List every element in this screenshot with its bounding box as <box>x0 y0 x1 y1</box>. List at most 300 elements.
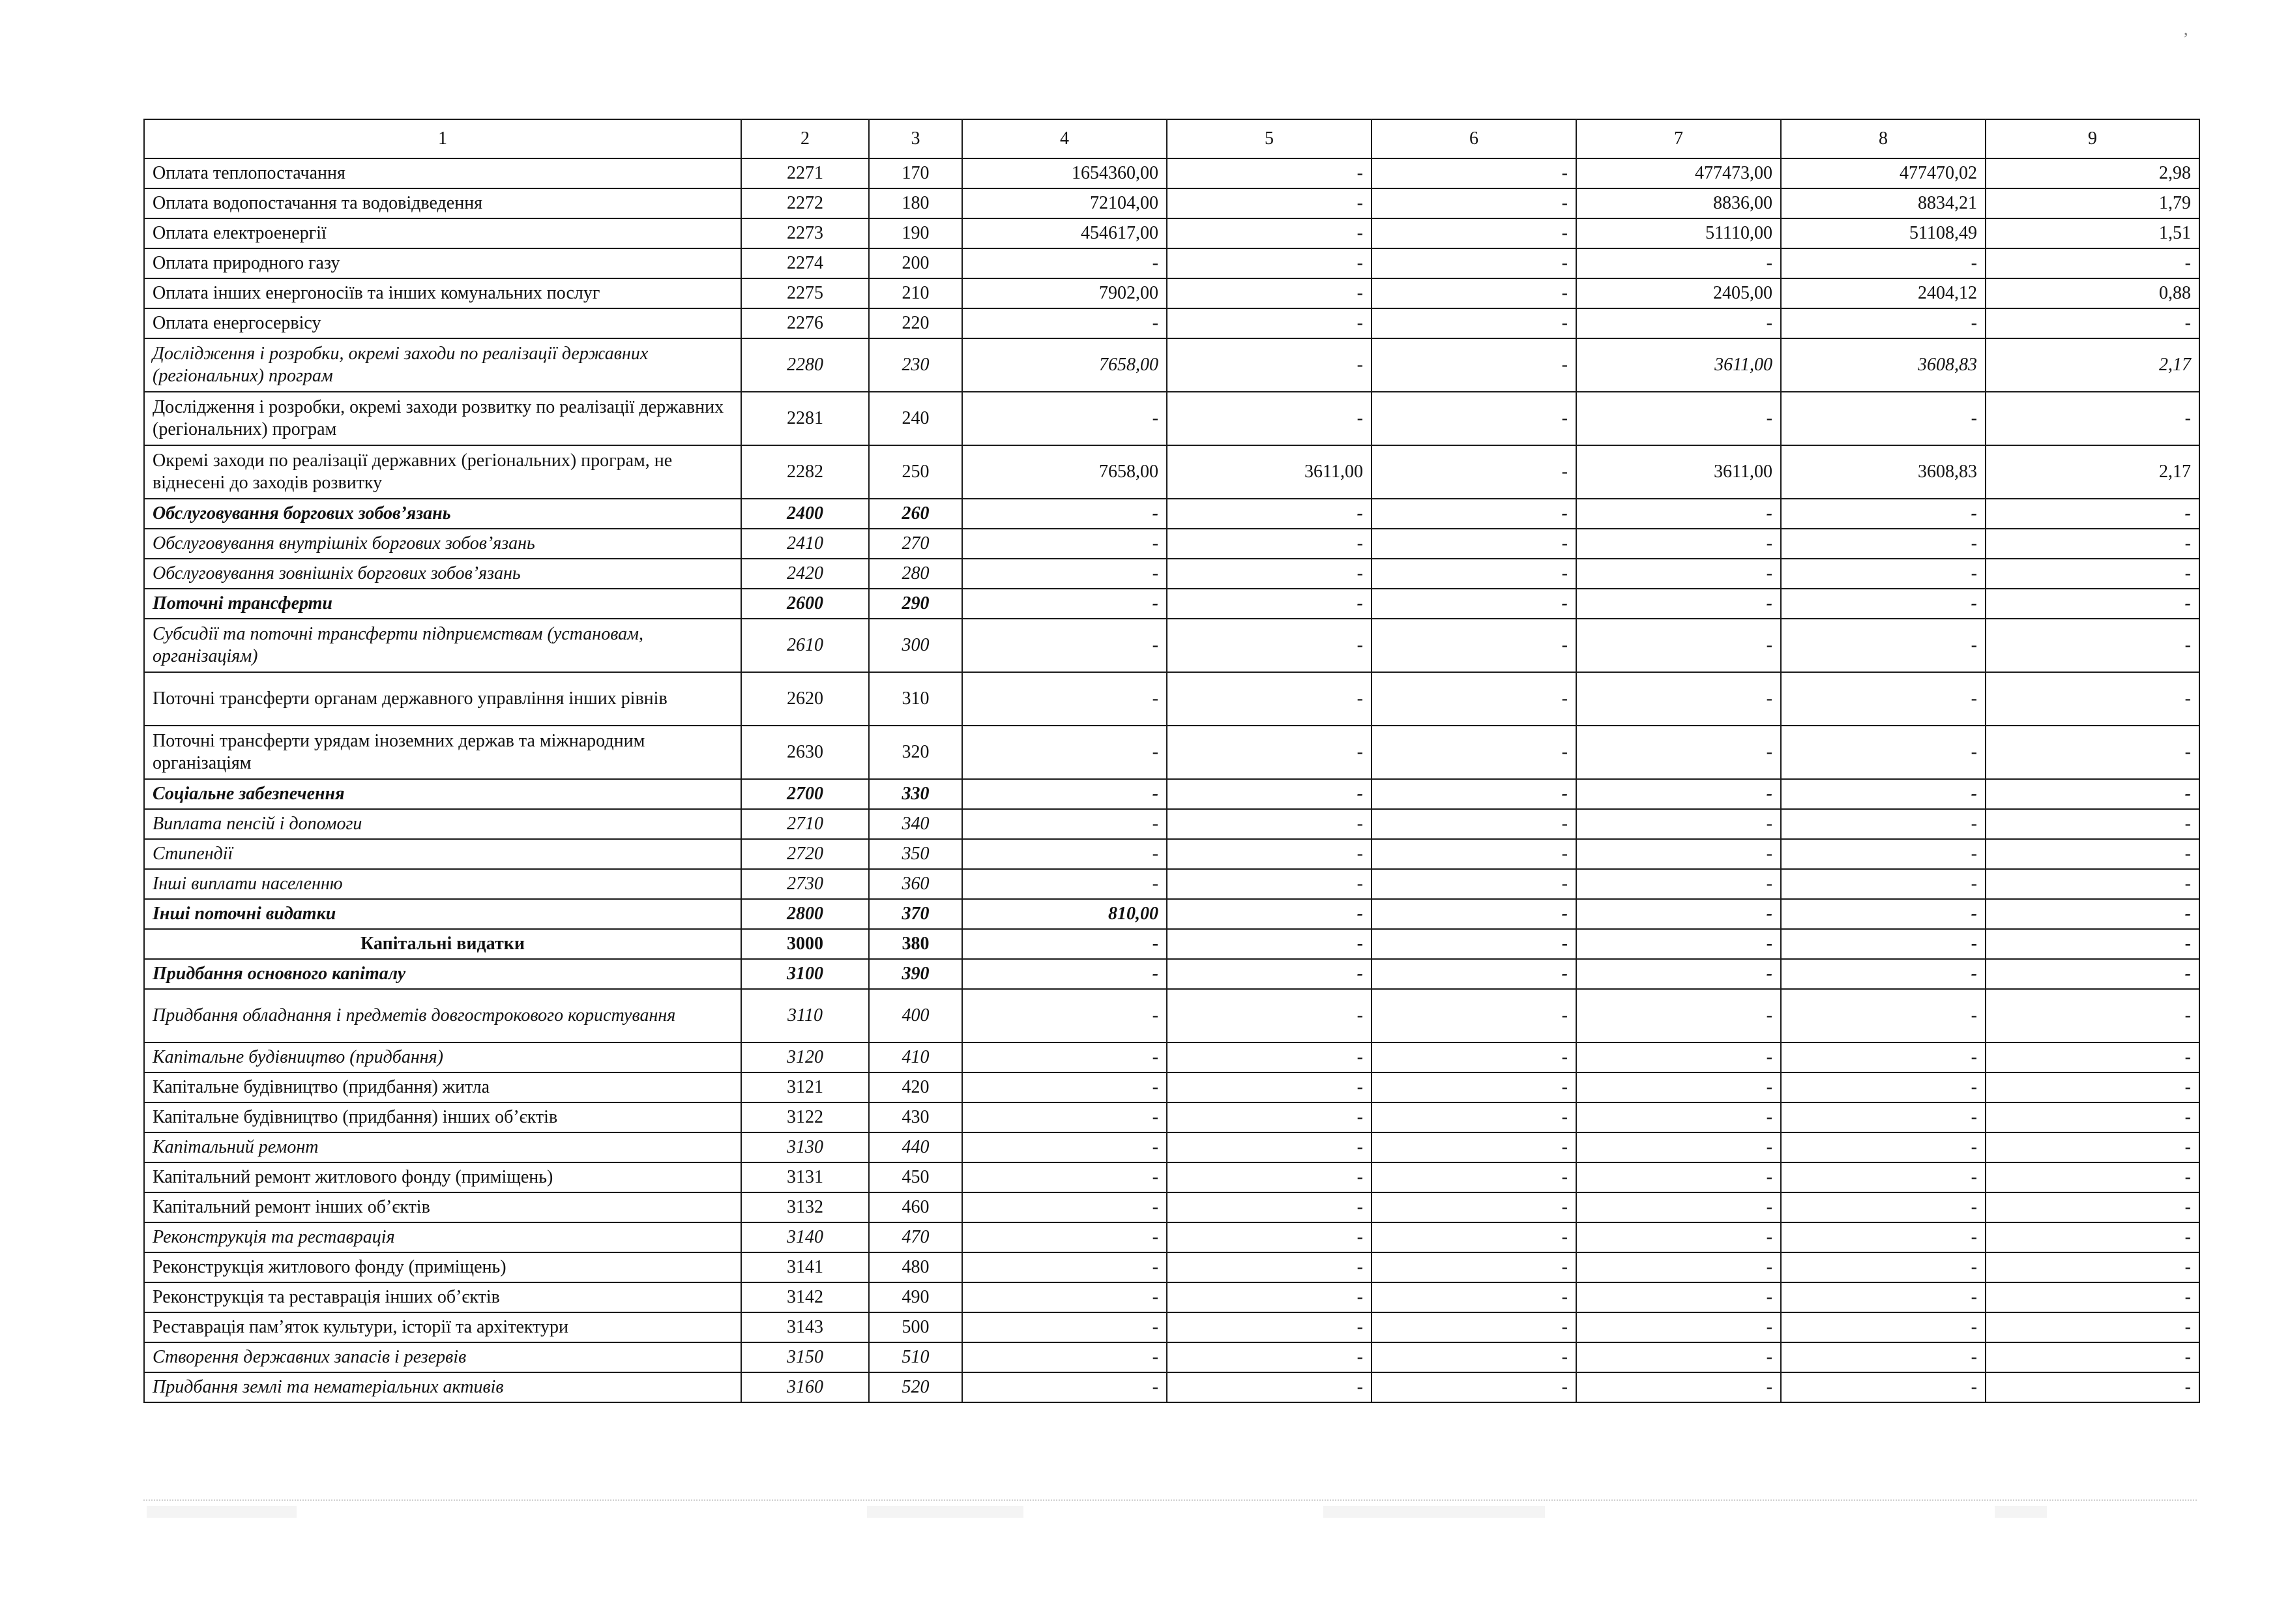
col-8-value-cell: 3608,83 <box>1781 338 1986 392</box>
col-7-value-cell: - <box>1576 248 1781 278</box>
col-5-value-cell: - <box>1167 1342 1372 1372</box>
row-code-cell: 410 <box>869 1042 962 1072</box>
col-8-value-cell: - <box>1781 1102 1986 1132</box>
col-8-value-cell: - <box>1781 839 1986 869</box>
col-8-value-cell: - <box>1781 1252 1986 1282</box>
col-6-value-cell: - <box>1372 929 1576 959</box>
table-row <box>144 899 2199 929</box>
col-9-value-cell: - <box>1986 809 2199 839</box>
col-5-value-cell: - <box>1167 869 1372 899</box>
row-label-cell: Поточні трансферти <box>144 589 741 619</box>
row-label-cell: Субсидії та поточні трансферти підприємствам (установам, організаціям) <box>144 619 741 672</box>
col-4-value-cell: - <box>962 726 1167 779</box>
col-9-value-cell: - <box>1986 529 2199 559</box>
col-6-value-cell: - <box>1372 1312 1576 1342</box>
row-label-cell: Реконструкція та реставрація <box>144 1222 741 1252</box>
header-cell: 4 <box>962 119 1167 158</box>
col-7-value-cell: - <box>1576 1162 1781 1192</box>
table-row <box>144 1252 2199 1282</box>
col-8-value-cell: - <box>1781 779 1986 809</box>
table-row <box>144 672 2199 726</box>
col-4-value-cell: - <box>962 1102 1167 1132</box>
table-row <box>144 726 2199 779</box>
row-label-cell: Створення державних запасів і резервів <box>144 1342 741 1372</box>
col-8-value-cell: - <box>1781 1042 1986 1072</box>
col-9-value-cell: - <box>1986 1072 2199 1102</box>
col-7-value-cell: - <box>1576 839 1781 869</box>
col-9-value-cell: - <box>1986 308 2199 338</box>
row-code-cell: 400 <box>869 989 962 1042</box>
col-5-value-cell: - <box>1167 589 1372 619</box>
col-5-value-cell: - <box>1167 1162 1372 1192</box>
col-7-value-cell: - <box>1576 959 1781 989</box>
row-code-cell: 360 <box>869 869 962 899</box>
col-5-value-cell: - <box>1167 672 1372 726</box>
col-6-value-cell: - <box>1372 779 1576 809</box>
row-label-cell: Придбання основного капіталу <box>144 959 741 989</box>
code-kekv-cell: 2280 <box>741 338 869 392</box>
row-code-cell: 370 <box>869 899 962 929</box>
col-7-value-cell: - <box>1576 589 1781 619</box>
col-7-value-cell: 51110,00 <box>1576 218 1781 248</box>
table-row <box>144 839 2199 869</box>
col-8-value-cell: - <box>1781 929 1986 959</box>
col-5-value-cell: - <box>1167 1132 1372 1162</box>
code-kekv-cell: 2271 <box>741 158 869 188</box>
col-6-value-cell: - <box>1372 1192 1576 1222</box>
col-6-value-cell: - <box>1372 1072 1576 1102</box>
col-7-value-cell: - <box>1576 1102 1781 1132</box>
row-label-cell: Інші поточні видатки <box>144 899 741 929</box>
code-kekv-cell: 3131 <box>741 1162 869 1192</box>
col-6-value-cell: - <box>1372 839 1576 869</box>
code-kekv-cell: 3120 <box>741 1042 869 1072</box>
col-6-value-cell: - <box>1372 308 1576 338</box>
col-4-value-cell: - <box>962 392 1167 445</box>
code-kekv-cell: 2420 <box>741 559 869 589</box>
row-label-cell: Обслуговування внутрішніх боргових зобов’язань <box>144 529 741 559</box>
col-7-value-cell: 8836,00 <box>1576 188 1781 218</box>
row-label-cell: Оплата природного газу <box>144 248 741 278</box>
col-4-value-cell: 7902,00 <box>962 278 1167 308</box>
table-row <box>144 278 2199 308</box>
col-7-value-cell: - <box>1576 779 1781 809</box>
row-code-cell: 250 <box>869 445 962 499</box>
budget-table-sheet <box>143 119 2199 1403</box>
code-kekv-cell: 3110 <box>741 989 869 1042</box>
footer-faint-text <box>1995 1506 2047 1518</box>
row-code-cell: 430 <box>869 1102 962 1132</box>
col-8-value-cell: - <box>1781 1072 1986 1102</box>
row-code-cell: 470 <box>869 1222 962 1252</box>
code-kekv-cell: 3160 <box>741 1372 869 1402</box>
col-5-value-cell: - <box>1167 1222 1372 1252</box>
header-row <box>144 119 2199 158</box>
col-4-value-cell: - <box>962 672 1167 726</box>
code-kekv-cell: 3132 <box>741 1192 869 1222</box>
code-kekv-cell: 2400 <box>741 499 869 529</box>
row-label-cell: Соціальне забезпечення <box>144 779 741 809</box>
corner-mark: , <box>2184 20 2188 38</box>
col-7-value-cell: - <box>1576 529 1781 559</box>
col-4-value-cell: - <box>962 559 1167 589</box>
col-9-value-cell: - <box>1986 1252 2199 1282</box>
code-kekv-cell: 3121 <box>741 1072 869 1102</box>
row-label-cell: Оплата електроенергії <box>144 218 741 248</box>
code-kekv-cell: 2282 <box>741 445 869 499</box>
col-9-value-cell: 2,98 <box>1986 158 2199 188</box>
footer-divider <box>143 1499 2197 1502</box>
col-7-value-cell: - <box>1576 869 1781 899</box>
table-row <box>144 188 2199 218</box>
col-4-value-cell: - <box>962 1072 1167 1102</box>
col-7-value-cell: - <box>1576 899 1781 929</box>
col-5-value-cell: - <box>1167 1102 1372 1132</box>
row-code-cell: 450 <box>869 1162 962 1192</box>
col-8-value-cell: - <box>1781 392 1986 445</box>
table-row <box>144 619 2199 672</box>
col-5-value-cell: - <box>1167 158 1372 188</box>
col-8-value-cell: - <box>1781 499 1986 529</box>
col-5-value-cell: - <box>1167 959 1372 989</box>
col-5-value-cell: - <box>1167 929 1372 959</box>
table-row <box>144 248 2199 278</box>
code-kekv-cell: 2710 <box>741 809 869 839</box>
col-6-value-cell: - <box>1372 899 1576 929</box>
col-7-value-cell: - <box>1576 392 1781 445</box>
row-label-cell: Придбання обладнання і предметів довгострокового користування <box>144 989 741 1042</box>
col-6-value-cell: - <box>1372 218 1576 248</box>
col-9-value-cell: 2,17 <box>1986 338 2199 392</box>
col-5-value-cell: - <box>1167 1192 1372 1222</box>
col-9-value-cell: - <box>1986 899 2199 929</box>
col-9-value-cell: - <box>1986 248 2199 278</box>
col-4-value-cell: - <box>962 869 1167 899</box>
col-5-value-cell: - <box>1167 529 1372 559</box>
col-6-value-cell: - <box>1372 1132 1576 1162</box>
col-9-value-cell: - <box>1986 1312 2199 1342</box>
row-label-cell: Капітальний ремонт житлового фонду (приміщень) <box>144 1162 741 1192</box>
col-7-value-cell: 2405,00 <box>1576 278 1781 308</box>
header-cell: 3 <box>869 119 962 158</box>
col-6-value-cell: - <box>1372 589 1576 619</box>
col-6-value-cell: - <box>1372 809 1576 839</box>
table-row <box>144 809 2199 839</box>
col-7-value-cell: - <box>1576 1312 1781 1342</box>
col-9-value-cell: - <box>1986 726 2199 779</box>
code-kekv-cell: 2800 <box>741 899 869 929</box>
col-4-value-cell: - <box>962 1312 1167 1342</box>
row-code-cell: 380 <box>869 929 962 959</box>
col-8-value-cell: - <box>1781 248 1986 278</box>
col-5-value-cell: - <box>1167 248 1372 278</box>
col-4-value-cell: - <box>962 589 1167 619</box>
col-7-value-cell: 3611,00 <box>1576 338 1781 392</box>
col-9-value-cell: - <box>1986 929 2199 959</box>
col-8-value-cell: - <box>1781 869 1986 899</box>
col-5-value-cell: - <box>1167 278 1372 308</box>
col-9-value-cell: - <box>1986 392 2199 445</box>
header-cell: 8 <box>1781 119 1986 158</box>
col-7-value-cell: - <box>1576 1282 1781 1312</box>
col-4-value-cell: - <box>962 779 1167 809</box>
footer-faint-text <box>867 1506 1023 1518</box>
col-5-value-cell: - <box>1167 839 1372 869</box>
row-label-cell: Стипендії <box>144 839 741 869</box>
col-6-value-cell: - <box>1372 338 1576 392</box>
col-6-value-cell: - <box>1372 529 1576 559</box>
col-9-value-cell: - <box>1986 499 2199 529</box>
row-code-cell: 420 <box>869 1072 962 1102</box>
col-7-value-cell: - <box>1576 308 1781 338</box>
code-kekv-cell: 2620 <box>741 672 869 726</box>
col-7-value-cell: - <box>1576 559 1781 589</box>
code-kekv-cell: 2630 <box>741 726 869 779</box>
row-code-cell: 230 <box>869 338 962 392</box>
col-9-value-cell: 1,51 <box>1986 218 2199 248</box>
table-row <box>144 308 2199 338</box>
row-label-cell: Інші виплати населенню <box>144 869 741 899</box>
col-6-value-cell: - <box>1372 158 1576 188</box>
row-label-cell: Поточні трансферти урядам іноземних держав та міжнародним організаціям <box>144 726 741 779</box>
col-6-value-cell: - <box>1372 619 1576 672</box>
col-7-value-cell: 3611,00 <box>1576 445 1781 499</box>
row-label-cell: Капітальні видатки <box>144 929 741 959</box>
row-code-cell: 460 <box>869 1192 962 1222</box>
col-9-value-cell: 2,17 <box>1986 445 2199 499</box>
col-8-value-cell: - <box>1781 1342 1986 1372</box>
col-6-value-cell: - <box>1372 1102 1576 1132</box>
col-6-value-cell: - <box>1372 869 1576 899</box>
row-code-cell: 350 <box>869 839 962 869</box>
col-8-value-cell: - <box>1781 1282 1986 1312</box>
col-6-value-cell: - <box>1372 1282 1576 1312</box>
code-kekv-cell: 2610 <box>741 619 869 672</box>
table-row <box>144 529 2199 559</box>
col-4-value-cell: 1654360,00 <box>962 158 1167 188</box>
col-9-value-cell: - <box>1986 839 2199 869</box>
col-4-value-cell: - <box>962 1282 1167 1312</box>
row-code-cell: 340 <box>869 809 962 839</box>
col-5-value-cell: - <box>1167 899 1372 929</box>
col-4-value-cell: - <box>962 499 1167 529</box>
col-7-value-cell: - <box>1576 1042 1781 1072</box>
col-7-value-cell: - <box>1576 809 1781 839</box>
code-kekv-cell: 3000 <box>741 929 869 959</box>
table-row <box>144 929 2199 959</box>
row-label-cell: Капітальний ремонт інших об’єктів <box>144 1192 741 1222</box>
row-label-cell: Оплата енергосервісу <box>144 308 741 338</box>
col-4-value-cell: - <box>962 1372 1167 1402</box>
col-5-value-cell: - <box>1167 1372 1372 1402</box>
row-label-cell: Окремі заходи по реалізації державних (регіональних) програм, не віднесені до заходів розвитку <box>144 445 741 499</box>
code-kekv-cell: 2720 <box>741 839 869 869</box>
col-8-value-cell: - <box>1781 1222 1986 1252</box>
col-4-value-cell: 72104,00 <box>962 188 1167 218</box>
col-5-value-cell: - <box>1167 726 1372 779</box>
col-5-value-cell: - <box>1167 338 1372 392</box>
row-code-cell: 500 <box>869 1312 962 1342</box>
code-kekv-cell: 3100 <box>741 959 869 989</box>
col-4-value-cell: - <box>962 929 1167 959</box>
row-code-cell: 290 <box>869 589 962 619</box>
col-4-value-cell: - <box>962 959 1167 989</box>
header-cell: 1 <box>144 119 741 158</box>
table-row <box>144 1162 2199 1192</box>
col-9-value-cell: - <box>1986 672 2199 726</box>
row-code-cell: 440 <box>869 1132 962 1162</box>
col-7-value-cell: - <box>1576 726 1781 779</box>
col-8-value-cell: - <box>1781 1192 1986 1222</box>
col-4-value-cell: - <box>962 1342 1167 1372</box>
row-label-cell: Виплата пенсій і допомоги <box>144 809 741 839</box>
header-cell: 9 <box>1986 119 2199 158</box>
col-9-value-cell: - <box>1986 779 2199 809</box>
col-8-value-cell: - <box>1781 989 1986 1042</box>
row-code-cell: 390 <box>869 959 962 989</box>
col-5-value-cell: - <box>1167 1312 1372 1342</box>
col-8-value-cell: - <box>1781 959 1986 989</box>
code-kekv-cell: 3140 <box>741 1222 869 1252</box>
header-cell: 5 <box>1167 119 1372 158</box>
col-4-value-cell: - <box>962 248 1167 278</box>
row-label-cell: Дослідження і розробки, окремі заходи по реалізації державних (регіональних) програм <box>144 338 741 392</box>
col-5-value-cell: - <box>1167 218 1372 248</box>
col-5-value-cell: - <box>1167 1252 1372 1282</box>
col-5-value-cell: - <box>1167 809 1372 839</box>
table-row <box>144 1342 2199 1372</box>
code-kekv-cell: 3122 <box>741 1102 869 1132</box>
row-label-cell: Реконструкція житлового фонду (приміщень) <box>144 1252 741 1282</box>
table-row <box>144 338 2199 392</box>
col-6-value-cell: - <box>1372 188 1576 218</box>
col-4-value-cell: 7658,00 <box>962 338 1167 392</box>
col-9-value-cell: - <box>1986 1132 2199 1162</box>
col-7-value-cell: - <box>1576 619 1781 672</box>
table-row <box>144 1102 2199 1132</box>
row-code-cell: 170 <box>869 158 962 188</box>
col-4-value-cell: 7658,00 <box>962 445 1167 499</box>
col-5-value-cell: - <box>1167 1072 1372 1102</box>
col-8-value-cell: 2404,12 <box>1781 278 1986 308</box>
col-5-value-cell: - <box>1167 499 1372 529</box>
col-7-value-cell: - <box>1576 1252 1781 1282</box>
code-kekv-cell: 2273 <box>741 218 869 248</box>
col-9-value-cell: - <box>1986 1222 2199 1252</box>
table-row <box>144 959 2199 989</box>
row-label-cell: Поточні трансферти органам державного управління інших рівнів <box>144 672 741 726</box>
col-4-value-cell: - <box>962 529 1167 559</box>
row-code-cell: 190 <box>869 218 962 248</box>
table-row <box>144 158 2199 188</box>
col-9-value-cell: 1,79 <box>1986 188 2199 218</box>
table-row <box>144 1312 2199 1342</box>
col-7-value-cell: - <box>1576 989 1781 1042</box>
code-kekv-cell: 3150 <box>741 1342 869 1372</box>
row-code-cell: 510 <box>869 1342 962 1372</box>
col-4-value-cell: - <box>962 1192 1167 1222</box>
col-9-value-cell: - <box>1986 1342 2199 1372</box>
col-7-value-cell: - <box>1576 1372 1781 1402</box>
row-label-cell: Оплата теплопостачання <box>144 158 741 188</box>
col-8-value-cell: - <box>1781 726 1986 779</box>
row-code-cell: 180 <box>869 188 962 218</box>
table-row <box>144 445 2199 499</box>
table-row <box>144 1282 2199 1312</box>
code-kekv-cell: 3142 <box>741 1282 869 1312</box>
col-4-value-cell: - <box>962 989 1167 1042</box>
footer-faint-text <box>1323 1506 1545 1518</box>
col-9-value-cell: - <box>1986 559 2199 589</box>
header-cell: 6 <box>1372 119 1576 158</box>
col-9-value-cell: - <box>1986 959 2199 989</box>
col-4-value-cell: - <box>962 1042 1167 1072</box>
col-6-value-cell: - <box>1372 559 1576 589</box>
table-row <box>144 779 2199 809</box>
code-kekv-cell: 2281 <box>741 392 869 445</box>
table-row <box>144 1072 2199 1102</box>
col-8-value-cell: - <box>1781 899 1986 929</box>
col-7-value-cell: - <box>1576 1342 1781 1372</box>
row-label-cell: Капітальне будівництво (придбання) житла <box>144 1072 741 1102</box>
col-8-value-cell: 8834,21 <box>1781 188 1986 218</box>
col-6-value-cell: - <box>1372 445 1576 499</box>
col-8-value-cell: - <box>1781 559 1986 589</box>
col-8-value-cell: - <box>1781 529 1986 559</box>
col-8-value-cell: 51108,49 <box>1781 218 1986 248</box>
row-code-cell: 260 <box>869 499 962 529</box>
col-5-value-cell: - <box>1167 779 1372 809</box>
col-8-value-cell: - <box>1781 589 1986 619</box>
table-row <box>144 1372 2199 1402</box>
col-9-value-cell: - <box>1986 1042 2199 1072</box>
code-kekv-cell: 2600 <box>741 589 869 619</box>
col-7-value-cell: 477473,00 <box>1576 158 1781 188</box>
col-6-value-cell: - <box>1372 499 1576 529</box>
table-row <box>144 989 2199 1042</box>
col-9-value-cell: - <box>1986 989 2199 1042</box>
col-9-value-cell: - <box>1986 619 2199 672</box>
footer-faint-text <box>147 1506 297 1518</box>
row-label-cell: Обслуговування зовнішніх боргових зобов’язань <box>144 559 741 589</box>
row-label-cell: Капітальне будівництво (придбання) <box>144 1042 741 1072</box>
row-label-cell: Оплата інших енергоносіїв та інших комунальних послуг <box>144 278 741 308</box>
col-6-value-cell: - <box>1372 248 1576 278</box>
col-5-value-cell: - <box>1167 989 1372 1042</box>
code-kekv-cell: 2274 <box>741 248 869 278</box>
row-label-cell: Капітальний ремонт <box>144 1132 741 1162</box>
col-6-value-cell: - <box>1372 672 1576 726</box>
col-6-value-cell: - <box>1372 989 1576 1042</box>
col-8-value-cell: 3608,83 <box>1781 445 1986 499</box>
code-kekv-cell: 2730 <box>741 869 869 899</box>
col-5-value-cell: - <box>1167 1282 1372 1312</box>
header-cell: 2 <box>741 119 869 158</box>
row-code-cell: 240 <box>869 392 962 445</box>
table-row <box>144 869 2199 899</box>
col-9-value-cell: - <box>1986 1162 2199 1192</box>
col-6-value-cell: - <box>1372 392 1576 445</box>
col-5-value-cell: - <box>1167 619 1372 672</box>
row-code-cell: 320 <box>869 726 962 779</box>
row-code-cell: 280 <box>869 559 962 589</box>
row-label-cell: Капітальне будівництво (придбання) інших об’єктів <box>144 1102 741 1132</box>
table-row <box>144 1192 2199 1222</box>
col-4-value-cell: - <box>962 1162 1167 1192</box>
col-5-value-cell: - <box>1167 1042 1372 1072</box>
row-code-cell: 270 <box>869 529 962 559</box>
row-label-cell: Дослідження і розробки, окремі заходи розвитку по реалізації державних (регіональних) програм <box>144 392 741 445</box>
